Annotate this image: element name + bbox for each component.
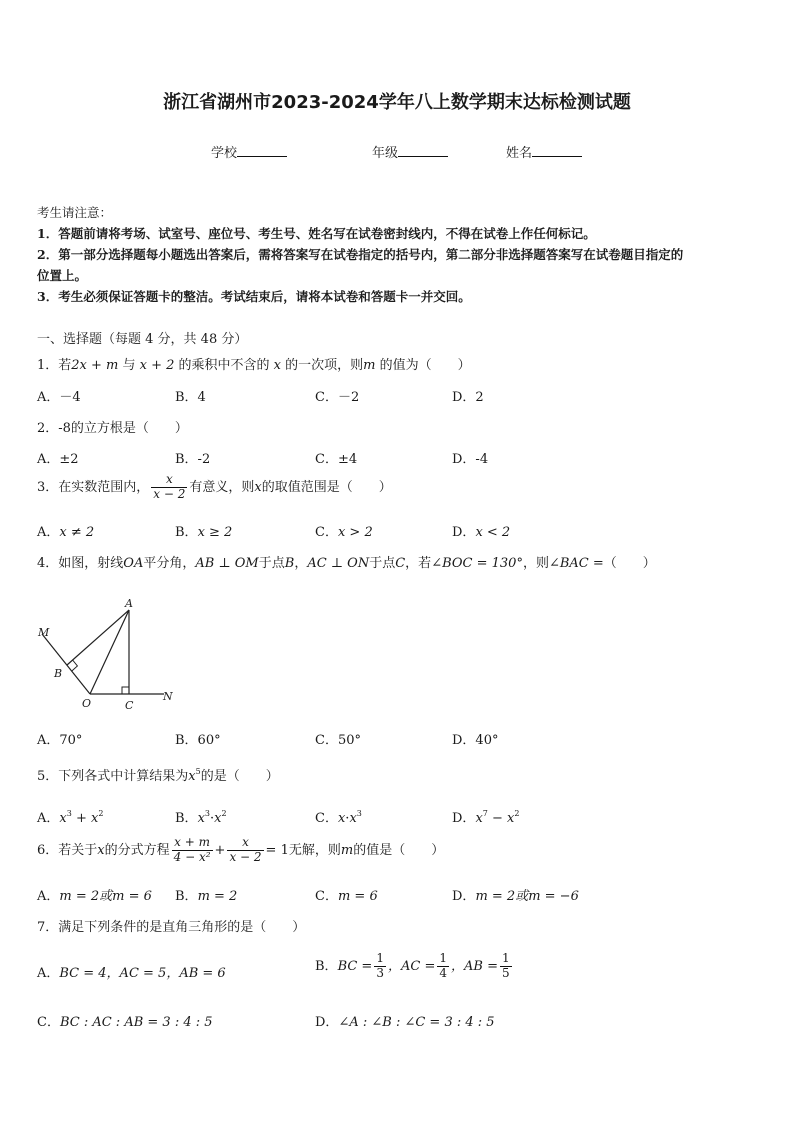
question-6: 6．若关于x的分式方程 $\frac{x + m}{\text{4 − x²}}$ + $\frac{x}{x - 2}$ = 1无解，则m的值是（ ） xyxy=(37,835,445,864)
q1-var2: m xyxy=(363,358,376,373)
q1-rest3: 的值为（ ） xyxy=(375,358,471,373)
q1-prefix: 1．若 xyxy=(37,358,72,373)
q1-mid: 与 xyxy=(118,358,140,373)
label-b: B xyxy=(54,667,63,680)
q1-expr1: 2x + m xyxy=(71,358,119,373)
question-5: 5．下列各式中计算结果为$x^5$的是（ ） xyxy=(37,767,279,784)
q2-option-b[interactable]: B．-2 xyxy=(175,452,211,467)
q3-option-c[interactable]: C．x > 2 xyxy=(315,525,373,540)
q6-fraction-1: $\frac{x + m}{\text{4 − x²}}$ xyxy=(173,835,211,864)
page-title: 浙江省湖州市2023-2024学年八上数学期末达标检测试题 xyxy=(163,92,631,113)
q4-option-d[interactable]: D．40° xyxy=(452,733,499,748)
q3-option-b[interactable]: B．x ≥ 2 xyxy=(175,525,233,540)
q1-expr2: x + 2 xyxy=(139,358,175,373)
grade-blank xyxy=(398,145,448,157)
q4-option-c[interactable]: C．50° xyxy=(315,733,361,748)
name-field xyxy=(506,142,582,161)
q3-var: x xyxy=(254,479,262,495)
grade-label: 年级 xyxy=(372,146,399,161)
q1-option-a[interactable]: A．－4 xyxy=(37,390,81,405)
label-o: O xyxy=(82,697,92,710)
grade-field xyxy=(372,142,448,161)
q5-option-a[interactable]: A．$x^3 + x^2$ xyxy=(37,809,104,826)
q2-option-a[interactable]: A．±2 xyxy=(37,452,79,467)
label-n: N xyxy=(163,690,173,703)
q6-fraction-2: $\frac{x}{x - 2}$ xyxy=(229,835,262,864)
q4-option-b[interactable]: B．60° xyxy=(175,733,221,748)
notice-item-2: 2．第一部分选择题每小题选出答案后，需将答案写在试卷指定的括号内，第二部分非选择题答案写在试卷题目指定的 xyxy=(37,247,684,262)
right-angle-b xyxy=(72,660,78,671)
q3-post2: 的取值范围是（ ） xyxy=(261,479,392,495)
question-7: 7．满足下列条件的是直角三角形的是（ ） xyxy=(37,920,306,935)
question-4: 4．如图，射线OA平分角，AB ⊥ OM于点B，AC ⊥ ON于点C，若∠BOC = 130°，则∠BAC =（ ） xyxy=(37,556,656,571)
q4-option-a[interactable]: A．70° xyxy=(37,733,83,748)
q1-rest2: 的一次项，则 xyxy=(281,358,364,373)
notice-item-3: 3．考生必须保证答题卡的整洁。考试结束后，请将本试卷和答题卡一并交回。 xyxy=(37,289,471,304)
right-angle-c xyxy=(122,687,129,694)
q3-fraction xyxy=(151,473,187,502)
q3-option-d[interactable]: D．x < 2 xyxy=(452,525,511,540)
q2-option-d[interactable]: D．-4 xyxy=(452,452,489,467)
question-1 xyxy=(37,354,471,373)
q3-prefix: 3．在实数范围内， xyxy=(37,479,150,495)
q6-option-d[interactable]: D．m = 2或m = −6 xyxy=(452,889,579,904)
q5-option-b[interactable]: B．$x^3\cdot x^2$ xyxy=(175,809,227,826)
school-blank xyxy=(237,145,287,157)
name-label: 姓名 xyxy=(506,146,533,161)
q7-option-d[interactable]: D．∠A : ∠B : ∠C = 3 : 4 : 5 xyxy=(315,1015,495,1030)
notice-item-2-cont: 位置上。 xyxy=(37,268,88,283)
question-3 xyxy=(37,473,392,502)
q7-option-c[interactable]: C．BC : AC : AB = 3 : 4 : 5 xyxy=(37,1015,213,1030)
question-2: 2．-8的立方根是（ ） xyxy=(37,421,188,436)
q1-rest: 的乘积中不含的 xyxy=(174,358,274,373)
q5-option-d[interactable]: D．$x^7 - x^2$ xyxy=(452,809,520,826)
ray-om xyxy=(42,634,90,694)
notice-heading: 考生请注意： xyxy=(37,205,113,220)
q1-var: x xyxy=(273,358,282,373)
q1-option-b[interactable]: B．4 xyxy=(175,390,206,405)
ray-oa xyxy=(90,610,129,694)
q6-option-c[interactable]: C．m = 6 xyxy=(315,889,378,904)
school-label: 学校 xyxy=(211,146,238,161)
q3-option-a[interactable]: A．x ≠ 2 xyxy=(37,525,95,540)
q7-option-a[interactable]: A．BC = 4，AC = 5，AB = 6 xyxy=(37,966,226,981)
label-a: A xyxy=(125,597,133,610)
q2-option-c[interactable]: C．±4 xyxy=(315,452,358,467)
segment-ab xyxy=(67,610,129,665)
label-m: M xyxy=(38,626,50,639)
q1-option-c[interactable]: C．－2 xyxy=(315,390,360,405)
notice-item-1: 1．答题前请将考场、试室号、座位号、考生号、姓名写在试卷密封线内，不得在试卷上作任何标记。 xyxy=(37,226,596,241)
q1-option-d[interactable]: D．2 xyxy=(452,390,484,405)
q7-option-b[interactable]: B．BC = $\frac{1}{3}$ ，AC = $\frac{1}{4}$ ，AB = $\frac{1}{5}$ xyxy=(315,951,510,980)
label-c: C xyxy=(125,699,134,712)
section-heading: 一、选择题（每题 4 分，共 48 分） xyxy=(37,332,248,347)
school-field xyxy=(211,142,287,161)
q4-geometry-figure xyxy=(34,593,184,718)
q6-option-a[interactable]: A．m = 2或m = 6 xyxy=(37,889,152,904)
q6-option-b[interactable]: B．m = 2 xyxy=(175,889,238,904)
q5-option-c[interactable]: C．$x\cdot x^3$ xyxy=(315,809,362,826)
q3-numerator: x xyxy=(151,473,187,488)
name-blank xyxy=(532,145,582,157)
q3-post1: 有意义，则 xyxy=(189,479,255,495)
q3-denominator: x − 2 xyxy=(153,486,186,501)
